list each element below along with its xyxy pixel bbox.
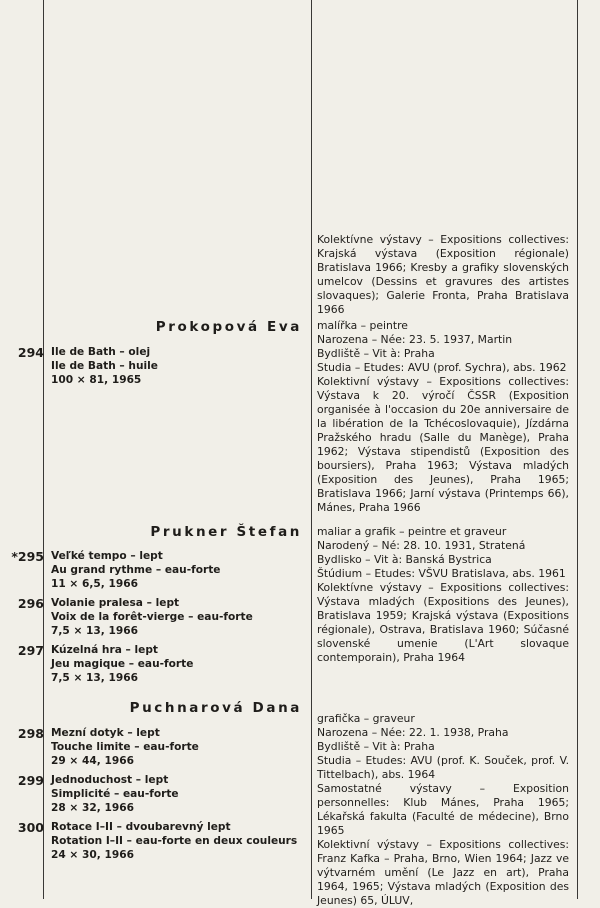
- work-title-original: Rotace I–II – dvoubarevný lept: [51, 821, 231, 833]
- work-dimensions: 29 × 44, 1966: [51, 755, 134, 767]
- work-entry: [0, 596, 311, 643]
- artist-works: [0, 549, 311, 690]
- work-title-original: Veľké tempo – lept: [51, 550, 163, 562]
- bio-solo-exhibitions: Samostatné výstavy – Exposition personnelles: Klub Mánes, Praha 1965; Lékařská fakulta (Faculté de médecine), Brno 1965: [317, 782, 569, 837]
- work-title-french: Simplicité – eau-forte: [51, 788, 179, 800]
- work-dimensions: 24 × 30, 1966: [51, 849, 134, 861]
- work-entry: [0, 345, 311, 392]
- work-title-original: Kúzelná hra – lept: [51, 644, 158, 656]
- work-title-french: Ile de Bath – huile: [51, 360, 158, 372]
- catalog-number: *295: [11, 549, 44, 564]
- work-title-original: Mezní dotyk – lept: [51, 727, 160, 739]
- bio-exhibitions: Kolektivní výstavy – Expositions collectives: Výstava k 20. výročí ČSSR (Exposition organisée à l'occasion du 20e anniversaire de la libération de la Tchécoslovaquie), Jízdárna Pražského hradu (Salle du Manège), Praha 1962; Výstava stipendistů (Exposition des boursiers), Praha 1963; Výstava mladých (Exposition des Jeunes), Praha 1965; Bratislava 1966; Jarní výstava (Printemps 66), Mánes, Praha 1966: [317, 375, 569, 514]
- bio-exhibitions: Kolektivní výstavy – Expositions collectives: Franz Kafka – Praha, Brno, Wien 1964; Jazz ve výtvarném umění (Le Jazz en art), Praha 1964, 1965; Výstava mladých (Exposition des Jeunes) 65, ÚLUV,: [317, 838, 569, 907]
- artist-bio: [317, 319, 569, 515]
- bio-studies: Studia – Etudes: AVU (prof. K. Souček, prof. V. Tittelbach), abs. 1964: [317, 754, 569, 781]
- catalog-number: 299: [17, 773, 44, 788]
- artist-works: [0, 345, 311, 392]
- catalog-number: 297: [17, 643, 44, 658]
- artist-name: Prukner Štefan: [150, 524, 302, 540]
- work-title-original: Jednoduchost – lept: [51, 774, 169, 786]
- bio-profession: malířka – peintre: [317, 319, 408, 332]
- catalog-number: 300: [17, 820, 44, 835]
- work-entry: [0, 820, 311, 867]
- work-entry: [0, 773, 311, 820]
- bio-residence: Bydliště – Vit à: Praha: [317, 347, 435, 360]
- artist-bio: [317, 525, 569, 665]
- column-rule-middle: [311, 0, 312, 899]
- artist-name: Puchnarová Dana: [129, 700, 302, 716]
- previous-artist-bio-continuation: [317, 233, 569, 317]
- work-dimensions: 100 × 81, 1965: [51, 374, 142, 386]
- work-title-french: Au grand rythme – eau-forte: [51, 564, 221, 576]
- catalog-number: 296: [17, 596, 44, 611]
- bio-profession: maliar a grafik – peintre et graveur: [317, 525, 507, 538]
- bio-born: Narozena – Née: 23. 5. 1937, Martin: [317, 333, 513, 346]
- bio-paragraph: Kolektívne výstavy – Expositions collectives: Krajská výstava (Exposition régionale) Bratislava 1966; Kresby a grafiky slovenských umelcov (Dessins et gravures des artistes slovaques); Galerie Fronta, Praha Bratislava 1966: [317, 233, 569, 316]
- bio-profession: grafička – graveur: [317, 712, 415, 725]
- artist-works: [0, 726, 311, 867]
- work-entry: [0, 726, 311, 773]
- catalog-number: 294: [17, 345, 44, 360]
- bio-studies: Štúdium – Etudes: VŠVU Bratislava, abs. 1961: [317, 567, 566, 580]
- work-dimensions: 7,5 × 13, 1966: [51, 672, 138, 684]
- work-entry: [0, 643, 311, 690]
- work-entry: [0, 549, 311, 596]
- bio-born: Narozena – Née: 22. 1. 1938, Praha: [317, 726, 509, 739]
- work-title-original: Volanie pralesa – lept: [51, 597, 180, 609]
- bio-studies: Studia – Etudes: AVU (prof. Sychra), abs. 1962: [317, 361, 567, 374]
- work-title-french: Touche limite – eau-forte: [51, 741, 199, 753]
- work-title-french: Jeu magique – eau-forte: [51, 658, 194, 670]
- bio-residence: Bydliště – Vit à: Praha: [317, 740, 435, 753]
- work-dimensions: 11 × 6,5, 1966: [51, 578, 138, 590]
- work-dimensions: 28 × 32, 1966: [51, 802, 134, 814]
- column-rule-right: [577, 0, 578, 899]
- work-title-french: Voix de la forêt-vierge – eau-forte: [51, 611, 253, 623]
- work-title-french: Rotation I–II – eau-forte en deux couleurs: [51, 835, 298, 847]
- bio-residence: Bydlisko – Vit à: Banská Bystrica: [317, 553, 492, 566]
- bio-exhibitions: Kolektívne výstavy – Expositions collectives: Výstava mladých (Expositions des Jeunes), Bratislava 1959; Krajská výstava (Expositions régionale), Ostrava, Bratislava 1960; Súčasné slovenské umenie (L'Art slovaque contemporain), Praha 1964: [317, 581, 569, 664]
- artist-name: Prokopová Eva: [155, 319, 302, 335]
- artist-bio: [317, 712, 569, 908]
- work-dimensions: 7,5 × 13, 1966: [51, 625, 138, 637]
- work-title-original: Ile de Bath – olej: [51, 346, 151, 358]
- catalog-number: 298: [17, 726, 44, 741]
- bio-born: Narodený – Né: 28. 10. 1931, Stratená: [317, 539, 526, 552]
